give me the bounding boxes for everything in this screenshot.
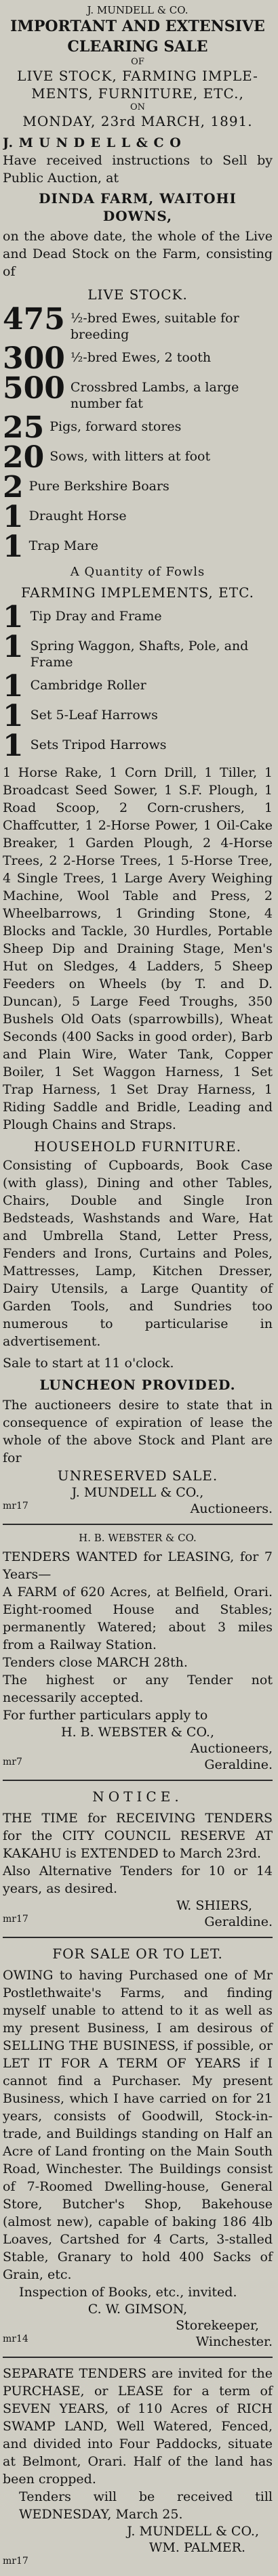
signoff-role: Auctioneers. (190, 1501, 273, 1516)
item-desc: ½-bred Ewes, 2 tooth (70, 350, 212, 365)
ad-header: H. B. WEBSTER & CO. (79, 1532, 197, 1544)
auctioneer-header: J. MUNDELL & CO. (87, 4, 188, 16)
signoff-place: Geraldine. (204, 1757, 273, 1772)
intro-text: Have received instructions to Sell by Public Auction, at (3, 153, 273, 186)
list-item (3, 371, 273, 412)
item-desc: Sows, with litters at foot (49, 449, 211, 464)
sale-text: OWING to having Purchased one of Mr Postlethwaite's Farms, and finding myself unable to attend to it as well as my present Business, I am desirous of SELLING THE BUSINESS, if possible, or LET IT FOR A TERM OF YEARS if I cannot find a Purchaser. My present Business, which I have carried on for 21 years, consists of Goodwill, Stock-in-trade, and Buildings standing on Half an Acre of Land fronting on the Main South Road, Winchester. The Buildings consist of 7-Roomed Dwelling-house, General Store, Butcher's Shop, Bakehouse (almost new), capable of baking 186 4lb Loaves, Cartshed for 4 Carts, 3-stalled Stable, Granary to hold 400 Sacks of Grain, etc. (3, 1968, 273, 2282)
issue-mark: mr7 (3, 1757, 22, 1767)
inspection-text: Inspection of Books, etc., invited. (19, 2285, 237, 2300)
clearing-sale-ad (3, 4, 273, 1517)
signoff: W. SHIERS, (176, 1898, 252, 1913)
ad-title: IMPORTANT AND EXTENSIVE (10, 18, 265, 35)
issue-mark: mr14 (3, 2334, 28, 2344)
signoff: H. B. WEBSTER & CO., (61, 1725, 214, 1740)
divider (3, 1780, 273, 1781)
quantity: 500 (3, 371, 65, 406)
livestock-heading: LIVE STOCK. (87, 286, 188, 303)
list-item (3, 600, 273, 635)
farm-description: A FARM of 620 Acres, at Belfield, Orari. Eight-roomed House and Stables; permanently Watered; about 3 miles from a Railway Station. (3, 1585, 273, 1652)
list-item (3, 729, 273, 763)
signoff: J. MUNDELL & CO., (127, 2524, 259, 2539)
quantity: 1 (3, 669, 24, 704)
item-desc: Sets Tripod Harrows (30, 737, 167, 752)
list-item (3, 470, 273, 505)
item-desc: Pure Berkshire Boars (28, 479, 170, 494)
alternative-text: Also Alternative Tenders for 10 or 14 years, as desired. (3, 1864, 273, 1896)
start-time: Sale to start at 11 o'clock. (3, 1356, 174, 1371)
ad-header: FOR SALE OR TO LET. (52, 1946, 223, 1962)
list-item (3, 302, 273, 343)
signoff: WM. PALMER. (148, 2540, 245, 2555)
signoff-row (3, 1914, 273, 1930)
signoff-row (3, 1757, 273, 1773)
of-text: OF (131, 57, 144, 67)
quantity: 20 (3, 440, 45, 475)
intro-name: J. M U N D E L L & C O (3, 135, 182, 150)
divider (3, 1524, 273, 1525)
furniture-heading: HOUSEHOLD FURNITURE. (34, 1138, 241, 1155)
divider (3, 2357, 273, 2358)
quantity: 475 (3, 302, 65, 337)
list-item (3, 410, 273, 445)
tender-note: The highest or any Tender not necessarily accepted. (3, 1673, 273, 1705)
quantity: 1 (3, 699, 24, 733)
quantity: 1 (3, 500, 24, 534)
signoff-place: Geraldine. (204, 1914, 273, 1929)
tender-closes: Tenders close MARCH 28th. (3, 1655, 188, 1670)
fowls-text: A Quantity of Fowls (70, 565, 205, 579)
signoff: J. MUNDELL & CO., (71, 1485, 204, 1500)
signoff-role: Auctioneers, (190, 1741, 273, 1756)
list-item (3, 500, 273, 534)
quantity: 2 (3, 470, 24, 505)
list-item (3, 630, 273, 670)
intro-rest: on the above date, the whole of the Live and Dead Stock on the Farm, consisting of (3, 229, 273, 279)
webster-ad (3, 1532, 273, 1773)
divider (3, 1937, 273, 1938)
item-desc: ½-bred Ewes, suitable for breeding (70, 311, 239, 342)
quantity: 25 (3, 410, 45, 445)
item-desc: Pigs, forward stores (49, 419, 182, 434)
issue-mark: mr17 (3, 1914, 28, 1925)
signoff-place: Winchester. (195, 2334, 273, 2349)
list-item (3, 669, 273, 704)
ad-header: NOTICE. (92, 1788, 183, 1805)
issue-mark: mr17 (3, 1501, 28, 1511)
item-desc: Tip Dray and Frame (30, 609, 162, 624)
implements-list (3, 600, 273, 763)
list-item (3, 699, 273, 733)
implements-heading: FARMING IMPLEMENTS, ETC. (20, 584, 255, 601)
ad-title: MENTS, FURNITURE, ETC., (31, 85, 244, 102)
notice-ad (3, 1788, 273, 1930)
item-desc: Crossbred Lambs, a large number fat (70, 380, 239, 411)
issue-mark: mr17 (3, 2556, 28, 2567)
signoff-row (3, 2334, 273, 2350)
item-desc: Spring Waggon, Shafts, Pole, and Frame (30, 639, 249, 670)
item-desc: Set 5-Leaf Harrows (30, 708, 158, 723)
particulars-text: For further particulars apply to (3, 1708, 208, 1723)
signoff-role: Storekeeper, (176, 2318, 259, 2333)
item-desc: Trap Mare (28, 538, 99, 553)
quantity: 1 (3, 530, 24, 564)
signoff: C. W. GIMSON, (87, 2302, 188, 2317)
luncheon-text: LUNCHEON PROVIDED. (39, 1377, 236, 1393)
sale-date: MONDAY, 23rd MARCH, 1891. (22, 113, 253, 129)
on-text: ON (130, 102, 146, 112)
received-text: Tenders will be received till WEDNESDAY, March 25. (19, 2489, 273, 2522)
implements-paragraph: 1 Horse Rake, 1 Corn Drill, 1 Tiller, 1 Broadcast Seed Sower, 1 S.F. Plough, 1 Road Scoop, 2 Corn-crushers, 1 Chaffcutter, 1 2-Horse Power, 1 Oil-Cake Breaker, 1 Garden Plough, 2 4-Horse Trees, 2 2-Horse Trees, 1 5-Horse Tree, 4 Single Trees, 1 Large Avery Weighing Machine, Wool Table and Press, 2 Wheelbarrows, 1 Grinding Stone, 4 Blocks and Tackle, 30 Hurdles, Portable Sheep Dip and Draining Stage, Men's Hut on Sledges, 4 Ladders, 5 Sheep Feeders on Wheels (by T. and D. Duncan), 5 Large Feed Troughs, 350 Bushels Old Oats (sparrowbills), Wheat Seconds (400 Sacks in good order), Barb and Plain Wire, Water Tank, Copper Boiler, 1 Set Waggon Harness, 1 Set Trap Harness, 1 Set Dray Harness, 1 Riding Saddle and Bridle, Leading and Plough Chains and Straps. (3, 765, 273, 1132)
item-desc: Draught Horse (28, 509, 127, 523)
separate-tenders-ad (3, 2365, 273, 2567)
list-item (3, 341, 273, 376)
notice-text: The auctioneers desire to state that in consequence of expiration of lease the whole of the above Stock and Plant are for (3, 1398, 273, 1465)
unreserved-text: UNRESERVED SALE. (57, 1467, 218, 1484)
furniture-paragraph: Consisting of Cupboards, Book Case (with glass), Dining and other Tables, Chairs, Double and Single Iron Bedsteads, Washstands and Ware, Hat and Umbrella Stand, Letter Press, Fenders and Irons, Curtains and Poles, Mattresses, Lamp, Kitchen Dresser, Dairy Utensils, a Large Quantity of Garden Tools, and Sundries too numerous to particularise in advertisement. (3, 1158, 273, 1349)
sale-place: DINDA FARM, WAITOHI DOWNS, (39, 190, 237, 224)
classifieds-column (3, 4, 273, 2567)
quantity: 1 (3, 630, 24, 664)
for-sale-ad (3, 1945, 273, 2350)
ad-title: LIVE STOCK, FARMING IMPLE- (17, 68, 258, 84)
list-item (3, 530, 273, 564)
quantity: 1 (3, 600, 24, 635)
livestock-list (3, 302, 273, 564)
item-desc: Cambridge Roller (30, 678, 146, 693)
quantity: 300 (3, 341, 65, 376)
signoff-row (3, 1501, 273, 1517)
tender-text: TENDERS WANTED for LEASING, for 7 Years— (3, 1549, 273, 1582)
tender-text: SEPARATE TENDERS are invited for the PURCHASE, or LEASE for a term of SEVEN YEARS, of 110 Acres of RICH SWAMP LAND, Well Watered, Fenced, and divided into Four Paddocks, situate at Belmont, Orari. Half of the land has been cropped. (3, 2366, 273, 2487)
ad-title: CLEARING SALE (67, 38, 208, 56)
quantity: 1 (3, 729, 24, 763)
list-item (3, 440, 273, 475)
intro-block (3, 134, 273, 187)
notice-text: THE TIME for RECEIVING TENDERS for the CITY COUNCIL RESERVE AT KAKAHU is EXTENDED to March 23rd. (3, 1811, 273, 1861)
